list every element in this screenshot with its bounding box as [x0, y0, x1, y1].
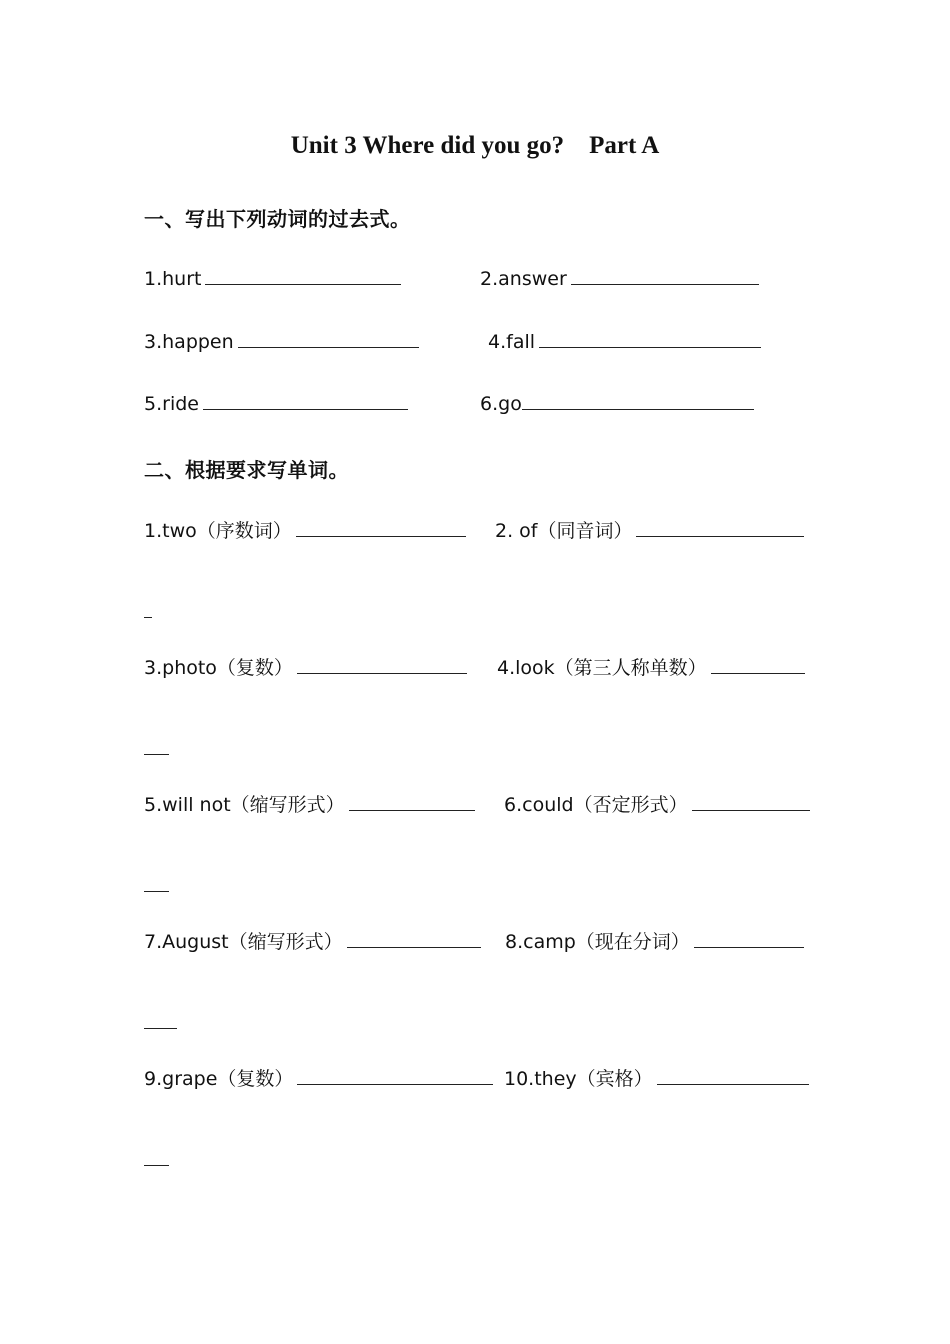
answer-blank[interactable] — [238, 329, 419, 348]
section-2-heading: 二、根据要求写单词。 — [144, 458, 349, 482]
question-2-1 — [144, 518, 466, 543]
answer-blank[interactable] — [571, 266, 759, 285]
question-3 — [144, 329, 419, 354]
question-label: 1.hurt — [144, 268, 202, 290]
question-4 — [488, 329, 761, 354]
answer-blank-continuation — [144, 1027, 177, 1029]
section-1-heading: 一、写出下列动词的过去式。 — [144, 207, 411, 231]
question-label: 4.fall — [488, 331, 536, 353]
question-2-9 — [144, 1066, 493, 1091]
question-label: 3.happen — [144, 331, 234, 353]
question-2-10 — [504, 1066, 809, 1091]
question-2-4 — [497, 655, 805, 680]
answer-blank[interactable] — [522, 391, 754, 410]
answer-blank-continuation — [144, 890, 169, 892]
answer-blank[interactable] — [711, 655, 805, 674]
question-label: 2.answer — [480, 268, 567, 290]
answer-blank[interactable] — [297, 1066, 493, 1085]
question-2-6 — [504, 792, 810, 817]
answer-blank[interactable] — [203, 391, 408, 410]
answer-blank-continuation — [144, 616, 152, 618]
question-label: 6.go — [480, 393, 522, 415]
question-label: 1.two（序数词） — [144, 520, 292, 542]
answer-blank-continuation — [144, 1164, 169, 1166]
question-label: 8.camp（现在分词） — [505, 931, 690, 953]
answer-blank[interactable] — [657, 1066, 809, 1085]
question-label: 5.ride — [144, 393, 199, 415]
question-2-5 — [144, 792, 475, 817]
question-label: 10.they（宾格） — [504, 1068, 653, 1090]
question-2-2 — [495, 518, 804, 543]
answer-blank[interactable] — [349, 792, 475, 811]
answer-blank[interactable] — [692, 792, 810, 811]
question-2-8 — [505, 929, 804, 954]
worksheet-title: Unit 3 Where did you go? Part A — [290, 132, 660, 159]
question-2-3 — [144, 655, 467, 680]
answer-blank[interactable] — [205, 266, 401, 285]
answer-blank[interactable] — [539, 329, 761, 348]
question-label: 7.August（缩写形式） — [144, 931, 343, 953]
answer-blank[interactable] — [296, 518, 466, 537]
question-5 — [144, 391, 408, 416]
question-label: 5.will not（缩写形式） — [144, 794, 345, 816]
question-1 — [144, 266, 401, 291]
question-label: 4.look（第三人称单数） — [497, 657, 707, 679]
answer-blank[interactable] — [347, 929, 481, 948]
question-6 — [480, 391, 754, 416]
answer-blank[interactable] — [297, 655, 467, 674]
question-2-7 — [144, 929, 481, 954]
answer-blank[interactable] — [636, 518, 804, 537]
question-2 — [480, 266, 759, 291]
question-label: 9.grape（复数） — [144, 1068, 294, 1090]
answer-blank-continuation — [144, 753, 169, 755]
answer-blank[interactable] — [694, 929, 804, 948]
question-label: 3.photo（复数） — [144, 657, 293, 679]
question-label: 6.could（否定形式） — [504, 794, 688, 816]
question-label: 2. of（同音词） — [495, 520, 633, 542]
